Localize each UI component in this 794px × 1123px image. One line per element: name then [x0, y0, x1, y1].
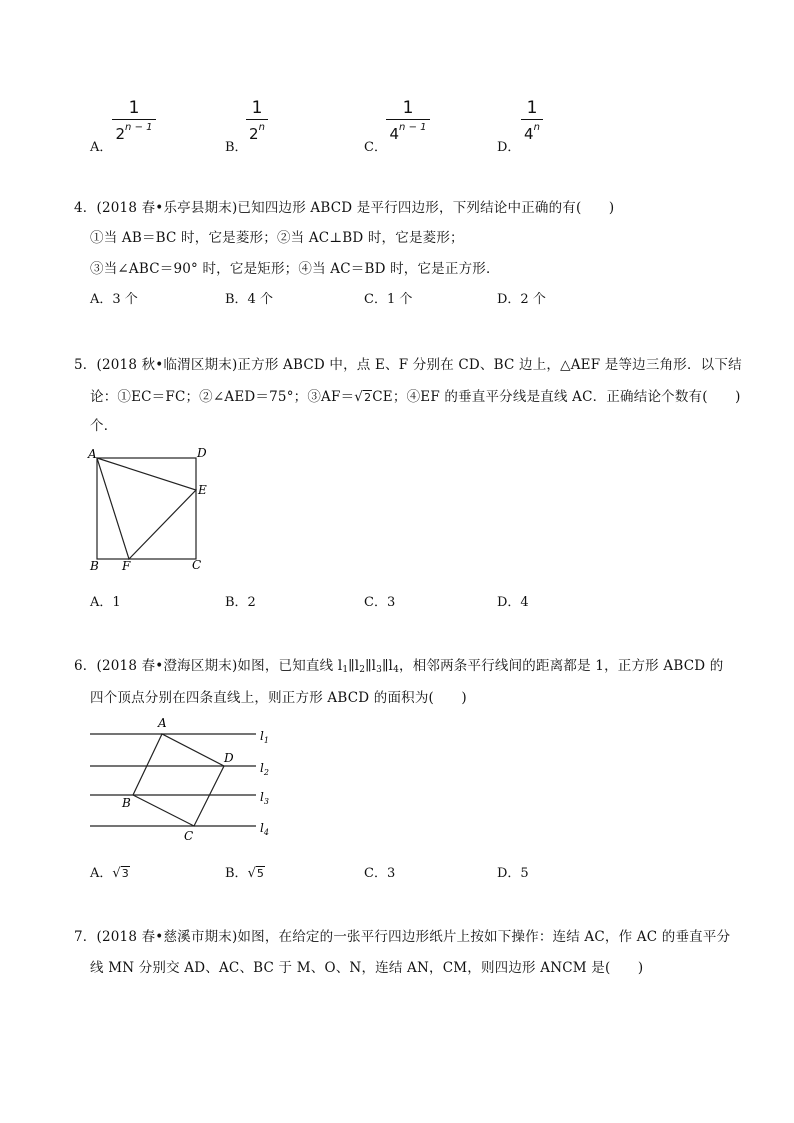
q7-stem-line-2: 线 MN 分别交 AD、AC、BC 于 M、O、N，连结 AN，CM，则四边形 ANCM 是( )	[90, 960, 644, 976]
q4-option-d: D．2 个	[497, 292, 546, 307]
label-d: D	[224, 751, 234, 765]
q5-option-c: C．3	[364, 595, 396, 610]
q5-option-b: B．2	[225, 595, 256, 610]
square-abcd	[97, 458, 196, 559]
q6-stem-line-1: 6．(2018 春•澄海区期末)如图，已知直线 $l_1\parallel l_2\parallel l_3\parallel l_4$，相邻两条平行线间的距离都是 1，正方形 ABCD 的	[74, 658, 724, 675]
q6-option-a: A．√3	[90, 866, 129, 881]
q3-option-c-fraction: 1 $4^{n - 1}$	[386, 98, 430, 143]
q3-option-d-letter: D．	[497, 140, 521, 155]
label-l4: $l_4$	[260, 821, 269, 837]
label-a: A	[88, 447, 97, 461]
q3-option-b-letter: B．	[225, 140, 248, 155]
q6-option-b: B．√5	[225, 866, 264, 881]
q5-stem-line-2: 论：①EC＝FC；②∠AED＝75°；③AF＝√2CE；④EF 的垂直平分线是直线 AC．正确结论个数有( )	[90, 389, 741, 405]
q3-option-c-letter: C．	[364, 140, 387, 155]
q7-stem-line-1: 7．(2018 春•慈溪市期末)如图，在给定的一张平行四边形纸片上按如下操作：连结 AC，作 AC 的垂直平分	[74, 929, 731, 945]
label-f: F	[122, 559, 131, 573]
q4-option-c: C．1 个	[364, 292, 413, 307]
label-a: A	[158, 716, 167, 730]
label-d: D	[197, 446, 207, 460]
q4-option-b: B．4 个	[225, 292, 273, 307]
q4-option-a: A．3 个	[90, 292, 138, 307]
triangle-aef	[97, 458, 196, 559]
q4-stem: 4．(2018 春•乐亭县期末)已知四边形 ABCD 是平行四边形，下列结论中正确的有( )	[74, 200, 615, 216]
q6-parallel-lines-figure	[86, 712, 286, 846]
q4-statement-1: ①当 AB＝BC 时，它是菱形；②当 AC⊥BD 时，它是菱形；	[90, 230, 464, 246]
square-abcd	[133, 734, 224, 826]
q3-option-b-fraction: 1 2$^n$	[246, 98, 268, 143]
q6-option-d: D．5	[497, 866, 529, 881]
q6-option-c: C．3	[364, 866, 396, 881]
label-c: C	[192, 558, 202, 572]
q5-option-a: A．1	[90, 595, 121, 610]
label-l2: $l_2$	[260, 761, 269, 777]
q3-option-a-fraction: 1 $2^{n - 1}$	[112, 98, 156, 143]
label-b: B	[90, 559, 99, 573]
label-l1: $l_1$	[260, 729, 269, 745]
label-l3: $l_3$	[260, 790, 269, 806]
q5-option-d: D．4	[497, 595, 529, 610]
label-e: E	[198, 483, 207, 497]
q6-stem-line-2: 四个顶点分别在四条直线上，则正方形 ABCD 的面积为( )	[90, 690, 467, 706]
label-c: C	[184, 829, 194, 843]
q3-option-a-letter: A．	[90, 140, 113, 155]
q3-option-d-fraction: 1 4$^n$	[521, 98, 543, 143]
q5-square-figure	[86, 444, 216, 576]
q5-stem-line-1: 5．(2018 秋•临渭区期末)正方形 ABCD 中，点 E、F 分别在 CD、BC 边上，△AEF 是等边三角形．以下结	[74, 357, 742, 373]
q5-stem-line-3: 个．	[90, 418, 118, 434]
q4-statement-2: ③当∠ABC＝90° 时，它是矩形；④当 AC＝BD 时，它是正方形．	[90, 261, 500, 277]
sqrt-symbol: √2	[354, 389, 372, 405]
label-b: B	[122, 796, 131, 810]
